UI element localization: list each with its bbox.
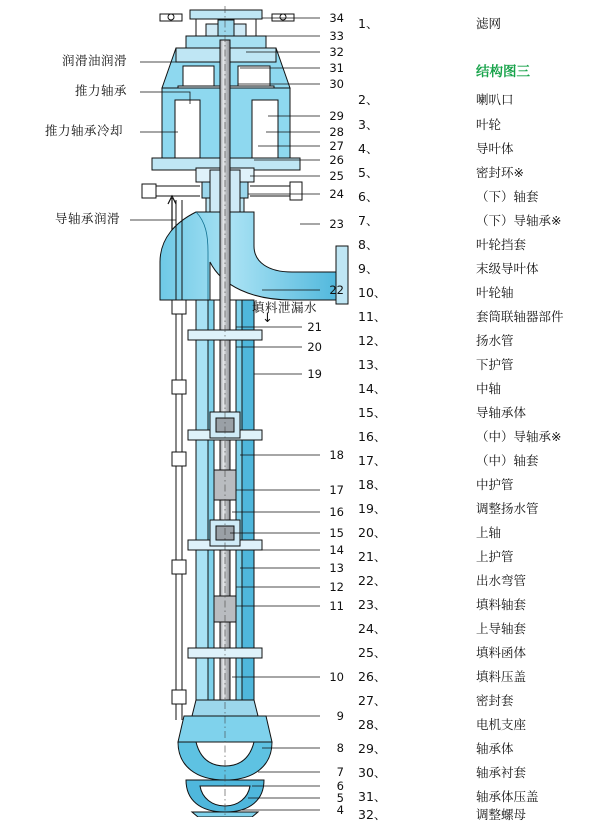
legend-num-27: 27、 <box>358 693 387 708</box>
callout-19: 19 <box>307 367 322 381</box>
callout-13: 13 <box>329 561 344 575</box>
figure-title: 结构图三 <box>476 64 530 80</box>
label-leakage-arrow: ↓ <box>262 311 274 326</box>
legend-num-25: 25、 <box>358 645 387 660</box>
legend-name-30: 轴承衬套 <box>476 765 527 780</box>
legend-name-13: 下护管 <box>476 357 514 372</box>
legend-name-27: 密封套 <box>476 693 514 708</box>
legend-num-16: 16、 <box>358 429 387 444</box>
legend-name-25: 填料函体 <box>476 645 527 660</box>
label-oil-lubrication: 润滑油润滑 <box>62 53 128 68</box>
legend-name-11: 套筒联轴器部件 <box>476 309 564 324</box>
legend-num-13: 13、 <box>358 357 387 372</box>
legend-num-4: 4、 <box>358 141 379 156</box>
legend-num-14: 14、 <box>358 381 387 396</box>
legend-name-14: 中轴 <box>476 381 502 396</box>
label-packing-leakage-water: 填料泄漏水 <box>252 300 318 315</box>
label-guide-bearing-lubrication: 导轴承润滑 <box>55 211 121 226</box>
callout-28: 28 <box>329 125 344 139</box>
legend-name-12: 扬水管 <box>476 333 514 348</box>
callout-21: 21 <box>307 320 322 334</box>
callout-34: 34 <box>329 11 344 25</box>
callout-26: 26 <box>329 153 344 167</box>
callout-22: 22 <box>329 283 344 297</box>
callout-29: 29 <box>329 109 344 123</box>
callout-8: 8 <box>336 741 344 755</box>
legend-num-11: 11、 <box>358 309 387 324</box>
legend-num-21: 21、 <box>358 549 387 564</box>
legend-name-18: 中护管 <box>476 477 514 492</box>
legend-num-17: 17、 <box>358 453 387 468</box>
legend-name-7: （下）导轴承※ <box>476 213 562 228</box>
legend-num-31: 31、 <box>358 789 387 804</box>
legend-num-15: 15、 <box>358 405 387 420</box>
legend-name-26: 填料压盖 <box>476 669 527 684</box>
legend-name-9: 末级导叶体 <box>476 261 539 276</box>
legend-name-31: 轴承体压盖 <box>476 789 539 804</box>
legend-num-1: 1、 <box>358 16 379 31</box>
legend-name-5: 密封环※ <box>476 165 524 180</box>
legend-num-29: 29、 <box>358 741 387 756</box>
legend-num-19: 19、 <box>358 501 387 516</box>
legend-num-23: 23、 <box>358 597 387 612</box>
legend-num-3: 3、 <box>358 117 379 132</box>
callout-31: 31 <box>329 61 344 75</box>
callout-4: 4 <box>336 803 344 817</box>
legend-num-2: 2、 <box>358 92 379 107</box>
legend-name-20: 上轴 <box>476 525 502 540</box>
legend-num-20: 20、 <box>358 525 387 540</box>
parts-legend <box>358 0 610 822</box>
callout-18: 18 <box>329 448 344 462</box>
legend-name-21: 上护管 <box>476 549 514 564</box>
callout-27: 27 <box>329 139 344 153</box>
label-thrust-bearing: 推力轴承 <box>75 83 128 98</box>
legend-num-7: 7、 <box>358 213 379 228</box>
legend-name-3: 叶轮 <box>476 117 502 132</box>
callout-11: 11 <box>329 599 344 613</box>
legend-name-8: 叶轮挡套 <box>476 237 527 252</box>
legend-name-6: （下）轴套 <box>476 189 539 204</box>
legend-name-32: 调整螺母 <box>476 807 527 822</box>
legend-num-30: 30、 <box>358 765 387 780</box>
callout-25: 25 <box>329 169 344 183</box>
legend-num-28: 28、 <box>358 717 387 732</box>
legend-name-22: 出水弯管 <box>476 573 527 588</box>
legend-num-5: 5、 <box>358 165 379 180</box>
legend-name-24: 上导轴套 <box>476 621 527 636</box>
legend-name-23: 填料轴套 <box>476 597 527 612</box>
callout-20: 20 <box>307 340 322 354</box>
callout-33: 33 <box>329 29 344 43</box>
callout-15: 15 <box>329 526 344 540</box>
legend-num-26: 26、 <box>358 669 387 684</box>
callout-7: 7 <box>336 765 344 779</box>
legend-name-28: 电机支座 <box>476 717 527 732</box>
legend-num-12: 12、 <box>358 333 387 348</box>
legend-name-2: 喇叭口 <box>476 92 514 107</box>
legend-num-18: 18、 <box>358 477 387 492</box>
callout-10: 10 <box>329 670 344 684</box>
legend-num-10: 10、 <box>358 285 387 300</box>
callout-16: 16 <box>329 505 344 519</box>
callout-9: 9 <box>336 709 344 723</box>
legend-name-29: 轴承体 <box>476 741 514 756</box>
legend-name-1: 滤网 <box>476 16 502 31</box>
callout-5: 5 <box>336 791 344 805</box>
legend-name-19: 调整扬水管 <box>476 501 539 516</box>
callout-12: 12 <box>329 580 344 594</box>
callout-17: 17 <box>329 483 344 497</box>
legend-name-17: （中）轴套 <box>476 453 539 468</box>
callout-23: 23 <box>329 217 344 231</box>
callout-30: 30 <box>329 77 344 91</box>
callout-6: 6 <box>336 779 344 793</box>
legend-num-6: 6、 <box>358 189 379 204</box>
callout-14: 14 <box>329 543 344 557</box>
legend-num-24: 24、 <box>358 621 387 636</box>
legend-num-22: 22、 <box>358 573 387 588</box>
legend-num-8: 8、 <box>358 237 379 252</box>
legend-name-4: 导叶体 <box>476 141 514 156</box>
legend-name-15: 导轴承体 <box>476 405 527 420</box>
legend-name-16: （中）导轴承※ <box>476 429 562 444</box>
legend-name-10: 叶轮轴 <box>476 285 514 300</box>
legend-num-32: 32、 <box>358 807 387 822</box>
legend-num-9: 9、 <box>358 261 379 276</box>
callout-24: 24 <box>329 187 344 201</box>
label-thrust-bearing-cooling: 推力轴承冷却 <box>45 123 124 138</box>
callout-32: 32 <box>329 45 344 59</box>
